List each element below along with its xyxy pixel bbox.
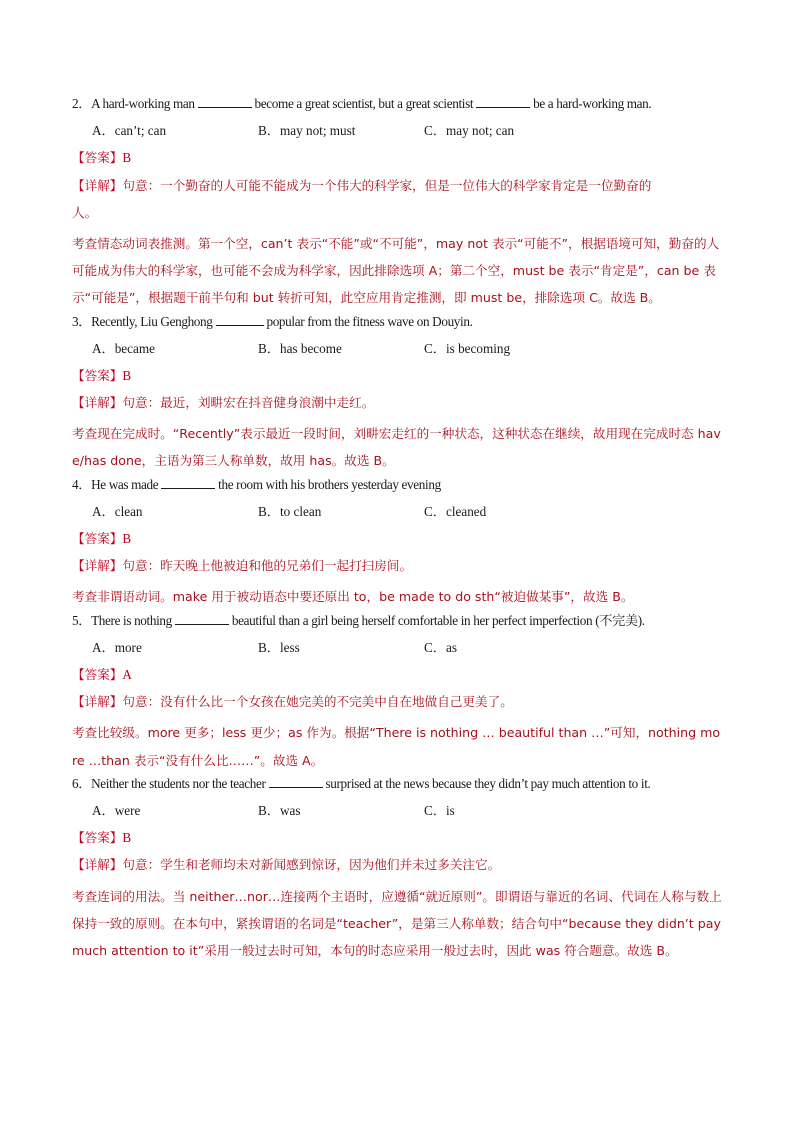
answer-label: 【答案】 xyxy=(72,531,123,547)
stem-text: popular from the fitness wave on Douyin. xyxy=(263,313,473,329)
question-5-analysis: 考查比较级。more 更多；less 更少；as 作为。根据“There is nothing … beautiful than …”可知，nothing more …than 表示“没有什么比……”。故选 A。 xyxy=(72,725,721,768)
detail-label: 【详解】 xyxy=(72,558,123,574)
detail-label: 【详解】 xyxy=(72,694,123,710)
stem-text: beautiful than a girl being herself comfortable in her perfect imperfection (不完美). xyxy=(228,612,645,628)
question-2-detail xyxy=(72,176,724,203)
stem-text: be a hard-working man. xyxy=(530,96,652,111)
question-2-answer xyxy=(72,148,724,175)
stem-text: 2．A hard-working man xyxy=(72,96,198,111)
answer-label: 【答案】 xyxy=(72,666,123,682)
option-b: B．to clean xyxy=(258,503,322,519)
answer-value: B xyxy=(122,830,132,846)
question-6-options xyxy=(72,801,724,828)
option-b: B．has become xyxy=(258,340,342,356)
stem-text: 6．Neither the students nor the teacher xyxy=(72,775,269,791)
question-4-answer xyxy=(72,529,724,556)
question-2-stem xyxy=(72,94,724,121)
stem-text: the room with his brothers yesterday evening xyxy=(215,476,441,492)
question-6-detail xyxy=(72,855,724,882)
question-5-detail xyxy=(72,692,724,719)
question-3-answer xyxy=(72,366,724,393)
question-5-options xyxy=(72,638,724,665)
answer-blank xyxy=(175,612,229,625)
answer-blank xyxy=(269,775,323,788)
detail-text: 句意：最近，刘畊宏在抖音健身浪潮中走红。 xyxy=(122,395,375,411)
option-c: C．is becoming xyxy=(424,340,511,356)
stem-text: 5．There is nothing xyxy=(72,612,175,628)
answer-value: B xyxy=(122,367,132,383)
question-2-options xyxy=(72,121,724,148)
question-2-analysis: 考查情态动词表推测。第一个空，can’t 表示“不能”或“不可能”，may not 表示“可能不”，根据语境可知，勤奋的人可能成为伟大的科学家，也可能不会成为科学家，因此排除选项 A；第二个空，must be 表示“肯定是”，can be 表示“可能是”，根据题干前半句和 but 转折可知，此空应用肯定推测，即 must be，排除选项 C。故选 B。 xyxy=(72,235,720,306)
option-a: A．can’t; can xyxy=(92,123,167,139)
stem-text: surprised at the news because they didn’t pay much attention to it. xyxy=(322,775,651,791)
option-c: C．may not; can xyxy=(424,123,515,139)
option-b: B．was xyxy=(258,802,301,818)
question-2-detail-cont xyxy=(72,203,724,230)
question-6-stem xyxy=(72,774,724,801)
option-c: C．cleaned xyxy=(424,503,487,519)
option-a: A．were xyxy=(92,802,141,818)
stem-text: become a great scientist, but a great scientist xyxy=(251,96,477,111)
answer-value: B xyxy=(122,531,132,547)
question-4-analysis: 考查非谓语动词。make 用于被动语态中要还原出 to，be made to do sth“被迫做某事”，故选 B。 xyxy=(72,589,634,605)
detail-label: 【详解】 xyxy=(72,177,123,193)
answer-blank xyxy=(161,476,215,489)
answer-label: 【答案】 xyxy=(72,830,123,846)
question-4-detail xyxy=(72,556,724,583)
detail-label: 【详解】 xyxy=(72,857,123,873)
detail-text: 句意：一个勤奋的人可能不能成为一个伟大的科学家，但是一位伟大的科学家肯定是一位勤奋的 xyxy=(122,177,652,193)
detail-text: 人。 xyxy=(72,204,98,220)
answer-blank xyxy=(198,95,252,108)
detail-text: 句意：学生和老师均未对新闻感到惊讶，因为他们并未过多关注它。 xyxy=(122,857,501,873)
document-page xyxy=(72,94,724,991)
detail-label: 【详解】 xyxy=(72,395,123,411)
option-c: C．is xyxy=(424,802,455,818)
stem-text: 3．Recently, Liu Genghong xyxy=(72,313,216,329)
question-5-answer xyxy=(72,665,724,692)
question-6-answer xyxy=(72,828,724,855)
option-b: B．less xyxy=(258,639,300,655)
option-a: A．clean xyxy=(92,503,143,519)
question-3-detail xyxy=(72,393,724,420)
option-a: A．became xyxy=(92,340,155,356)
question-3-analysis: 考查现在完成时。“Recently”表示最近一段时间，刘畊宏走红的一种状态，这种状态在继续，故用现在完成时态 have/has done，主语为第三人称单数，故用 has。故选 B。 xyxy=(72,426,721,469)
answer-value: A xyxy=(122,666,132,682)
answer-value: B xyxy=(122,150,132,166)
answer-label: 【答案】 xyxy=(72,367,123,383)
question-5-stem xyxy=(72,611,724,638)
question-4-stem xyxy=(72,475,724,502)
stem-text: 4．He was made xyxy=(72,476,162,492)
question-3-options xyxy=(72,339,724,366)
detail-text: 句意：昨天晚上他被迫和他的兄弟们一起打扫房间。 xyxy=(122,558,413,574)
answer-blank xyxy=(476,95,530,108)
question-6-analysis: 考查连词的用法。当 neither…nor…连接两个主语时，应遵循“就近原则”。即谓语与靠近的名词、代词在人称与数上保持一致的原则。在本句中，紧挨谓语的名词是“teacher”，是第三人称单数；结合句中“because they didn’t pay much attention to it”采用一般过去时可知，本句的时态应采用一般过去时，因此 was 符合题意。故选 B。 xyxy=(72,888,722,958)
option-c: C．as xyxy=(424,639,457,655)
option-a: A．more xyxy=(92,639,142,655)
question-4-options xyxy=(72,502,724,529)
question-3-stem xyxy=(72,312,724,339)
option-b: B．may not; must xyxy=(258,123,356,139)
answer-label: 【答案】 xyxy=(72,150,123,166)
detail-text: 句意：没有什么比一个女孩在她完美的不完美中自在地做自己更美了。 xyxy=(122,694,513,710)
answer-blank xyxy=(216,313,264,326)
